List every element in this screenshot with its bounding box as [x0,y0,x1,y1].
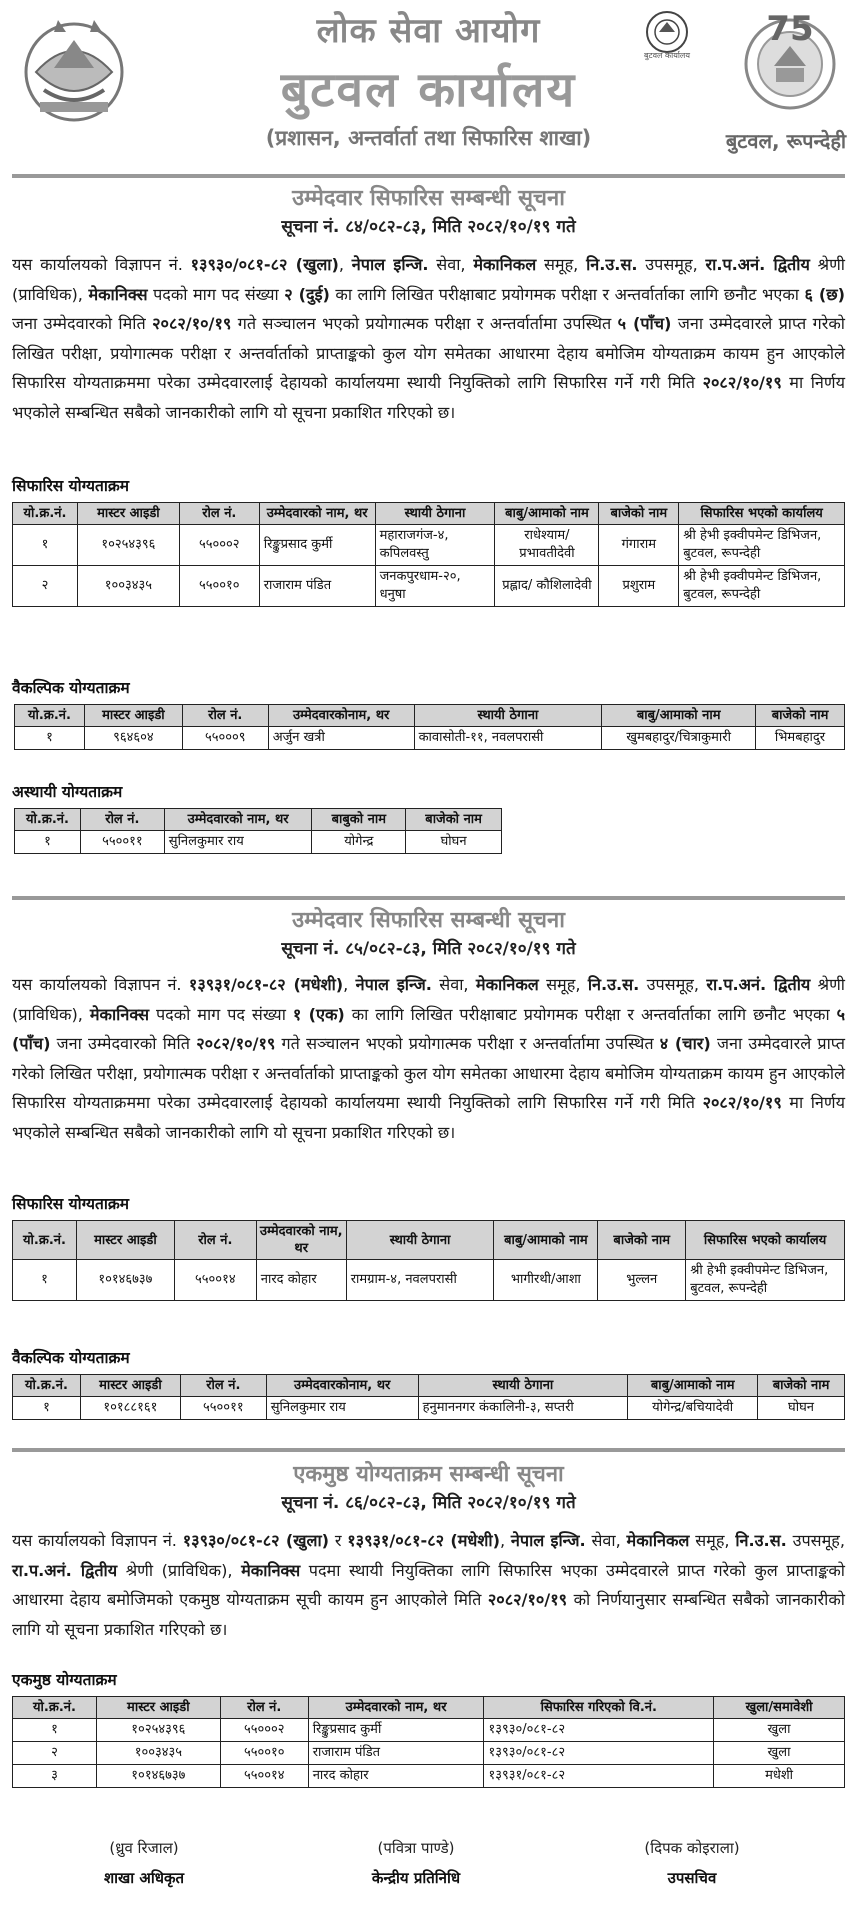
paragraph-text: सेवा, [431,975,476,994]
column-header: मास्टर आइडी [84,705,182,727]
table-header-row [13,1375,845,1397]
section-heading: सिफारिस योग्यताक्रम [12,1195,130,1213]
column-header: उम्मेदवारको नाम, थर [308,1697,484,1719]
paragraph-text: जना उम्मेदवारको मिति [12,314,153,333]
emphasis-text: २ (दुई) [284,284,330,304]
signatory-name: (ध्रुव रिजाल) [109,1839,179,1857]
office-name: बुटवल कार्यालय [280,62,577,118]
column-header: बाजेको नाम [598,1221,686,1260]
seal-caption: बुटवल कार्यालय [643,51,690,60]
paragraph-text: सेवा, [585,1531,627,1550]
alternative-table [12,1374,845,1420]
column-header: यो.क्र.नं. [13,503,78,525]
notice-paragraph [12,1526,845,1644]
table-cell: भुल्लन [598,1260,686,1301]
section-heading: वैकल्पिक योग्यताक्रम [12,1349,130,1367]
table-cell: १०१८८१६१ [80,1397,180,1420]
column-header: मास्टर आइडी [77,503,179,525]
divider [12,1448,845,1452]
table-cell: १३९३१/०८१-८२ [484,1765,714,1788]
table-row [13,1719,845,1742]
signatory [316,1838,516,1888]
paragraph-text: गते सञ्चालन भएको प्रयोगात्मक परीक्षा र अन्तर्वार्तामा उपस्थित [275,1034,660,1053]
table-cell: ५५००११ [80,831,164,854]
anniversary-number: 75 [766,10,814,49]
column-header: यो.क्र.नं. [13,1697,97,1719]
table-cell: १३९३०/०८१-८२ [484,1742,714,1765]
table-cell: १ [13,1719,97,1742]
paragraph-text: यस कार्यालयको विज्ञापन नं. [12,1531,183,1550]
signatory-designation: शाखा अधिकृत [103,1869,185,1887]
paragraph-text: समूह, [536,255,587,274]
column-header: सिफारिस गरिएको वि.नं. [484,1697,714,1719]
paragraph-text: जना उम्मेदवारले प्राप्त गरेको लिखित परीक्षा, प्रयोगात्मक परीक्षा र अन्तर्वार्ताको प्राप्ताङ्कको कुल योग समेतका आधारमा देहाय बमोजिम योग्यताक्रम कायम हुन आएकोले सिफारिस योग्यताक्रममा परेका उम्मेदवारलाई देहायको कार्यालयमा स्थायी नियुक्तिको लागि सिफारिस गर्ने गरी मिति [12,314,845,392]
emphasis-text: २०८२/१०/१९ [196,1034,276,1053]
table-header-row [15,705,845,727]
emphasis-text: १३९३०/०८१-८२ (खुला) [182,1531,330,1550]
table-cell: भागीरथी/आशा [494,1260,598,1301]
column-header: यो.क्र.नं. [13,1221,77,1260]
notice-paragraph [12,250,845,427]
recommendation-table [12,502,845,607]
emphasis-text: मेकानिकल [473,255,537,274]
column-header: रोल नं. [174,1221,256,1260]
emphasis-text: १३९३१/०८१-८२ (मधेशी) [347,1531,500,1550]
emphasis-text: मेकानिक्स [88,284,148,304]
table-cell: १ [15,727,85,750]
emphasis-text: ५ (पाँच) [12,1004,845,1053]
signatory-name: (दिपक कोइराला) [644,1839,740,1857]
table-cell: मधेशी [714,1765,845,1788]
column-header: खुला/समावेशी [714,1697,845,1719]
notice-title: उम्मेदवार सिफारिस सम्बन्धी सूचना [292,908,565,933]
column-header: यो.क्र.नं. [15,705,85,727]
emphasis-text: रा.प.अनं. द्वितीय [706,975,811,994]
emphasis-text: १३९३१/०८१-८२ (मधेशी) [188,975,344,994]
emphasis-text: नि.उ.स. [586,255,638,274]
table-cell: श्री हेभी इक्वीपमेन्ट डिभिजन, बुटवल, रूपन्देही [679,566,845,607]
temporary-table [14,808,502,854]
table-cell: प्रशुराम [599,566,679,607]
emphasis-text: ५ (पाँच) [617,314,672,333]
paragraph-text: यस कार्यालयको विज्ञापन नं. [12,255,191,274]
paragraph-text: , [343,975,356,994]
table-cell: १००३४३५ [96,1742,220,1765]
column-header: स्थायी ठेगाना [414,705,602,727]
table-row [13,525,845,566]
emphasis-text: ६ (छ) [804,284,845,304]
paragraph-text: र [329,1531,348,1550]
signatory [592,1838,792,1888]
table-cell: जनकपुरधाम-२०, धनुषा [375,566,495,607]
divider [12,174,845,178]
signatory [44,1838,244,1888]
emphasis-text: मेकानिक्स [89,1004,150,1024]
emphasis-text: १३९३०/०८१-८२ (खुला) [190,255,339,274]
table-cell: ५५००१० [220,1742,308,1765]
paragraph-text: श्रेणी (प्राविधिक), [12,255,845,304]
table-cell: श्री हेभी इक्वीपमेन्ट डिभिजन, बुटवल, रूपन्देही [679,525,845,566]
paragraph-text: मा निर्णय भएकोले सम्बन्धित सबैको जानकारीको लागि यो सूचना प्रकाशित गरिएको छ। [12,373,845,422]
section-heading: वैकल्पिक योग्यताक्रम [12,679,130,697]
paragraph-text: गते सञ्चालन भएको प्रयोगात्मक परीक्षा र अन्तर्वार्तामा उपस्थित [231,314,618,333]
table-header-row [13,1697,845,1719]
table-cell: भिमबहादुर [756,727,845,750]
emphasis-text: ४ (चार) [659,1034,711,1053]
column-header: उम्मेदवारको नाम, थर [164,809,312,831]
paragraph-text: श्रेणी (प्राविधिक), [117,1560,242,1580]
table-cell: ९६४६०४ [84,727,182,750]
table-cell: ५५००१४ [174,1260,256,1301]
notice-title: उम्मेदवार सिफारिस सम्बन्धी सूचना [292,186,565,211]
table-cell: २ [13,566,78,607]
paragraph-text: समूह, [689,1531,736,1550]
anniversary-logo-icon [738,10,842,122]
table-cell: २ [13,1742,97,1765]
table-row [13,1765,845,1788]
signatory-name: (पवित्रा पाण्डे) [377,1839,455,1857]
emphasis-text: २०८२/१०/१९ [487,1590,568,1609]
paragraph-text: जना उम्मेदवारले प्राप्त गरेको लिखित परीक्षा, प्रयोगात्मक परीक्षा र अन्तर्वार्ताको प्राप्ताङ्कको कुल योग समेतका आधारमा देहाय बमोजिम योग्यताक्रम कायम हुन आएकोले सिफारिस योग्यताक्रममा परेका उम्मेदवारलाई देहायको कार्यालयमा स्थायी नियुक्तिको लागि सिफारिस गर्ने गरी मिति [12,1034,845,1112]
table-cell: १३९३०/०८१-८२ [484,1719,714,1742]
emphasis-text: २०८२/१०/१९ [152,314,232,333]
emphasis-text: नि.उ.स. [735,1531,787,1550]
table-cell: रिङ्कुप्रसाद कुर्मी [259,525,375,566]
table-cell: ५५००१० [179,566,259,607]
emphasis-text: नेपाल इन्जि. [510,1531,586,1550]
section-heading: एकमुष्ठ योग्यताक्रम [12,1671,117,1689]
paragraph-text: उपसमूह, [639,975,707,994]
table-cell: घोघन [758,1397,845,1420]
column-header: सिफारिस भएको कार्यालय [679,503,845,525]
column-header: उम्मेदवारकोनाम, थर [266,1375,418,1397]
table-header-row [15,809,502,831]
notice-title: एकमुष्ठ योग्यताक्रम सम्बन्धी सूचना [293,1462,564,1487]
column-header: मास्टर आइडी [80,1375,180,1397]
recommendation-table [12,1220,845,1301]
branch-name: (प्रशासन, अन्तर्वार्ता तथा सिफारिस शाखा) [265,126,592,150]
emphasis-text: २०८२/१०/१९ [702,373,782,392]
table-cell: राजाराम पंडित [308,1742,484,1765]
column-header: बाबु/आमाको नाम [628,1375,758,1397]
table-cell: सुनिलकुमार राय [266,1397,418,1420]
table-cell: १०१४६७३७ [76,1260,174,1301]
table-cell: सुनिलकुमार राय [164,831,312,854]
column-header: रोल नं. [179,503,259,525]
section-heading: अस्थायी योग्यताक्रम [12,783,123,801]
emphasis-text: मेकानिकल [626,1531,690,1550]
paragraph-text: मा निर्णय भएकोले सम्बन्धित सबैको जानकारीको लागि यो सूचना प्रकाशित गरिएको छ। [12,1093,845,1142]
table-cell: नारद कोहार [256,1260,346,1301]
table-cell: १०२५४३९६ [77,525,179,566]
combined-merit-table [12,1696,845,1788]
column-header: बाजेको नाम [758,1375,845,1397]
divider [12,896,845,900]
table-cell: १ [15,831,81,854]
table-cell: १००३४३५ [77,566,179,607]
table-cell: १०२५४३९६ [96,1719,220,1742]
paragraph-text: श्रेणी (प्राविधिक), [12,975,845,1024]
notice-number: सूचना नं. ८६/०८२-८३, मिति २०८२/१०/१९ गते [281,1493,576,1513]
table-row [15,831,502,854]
paragraph-text: उपसमूह, [637,255,706,274]
table-header-row [13,503,845,525]
table-cell: अर्जुन खत्री [268,727,414,750]
column-header: बाजेको नाम [756,705,845,727]
paragraph-text: उपसमूह, [786,1531,846,1550]
table-row [13,1397,845,1420]
column-header: मास्टर आइडी [96,1697,220,1719]
table-row [13,566,845,607]
column-header: बाबु/आमाको नाम [494,1221,598,1260]
paragraph-text: को निर्णयानुसार सम्बन्धित सबैको जानकारीको लागि यो सूचना प्रकाशित गरिएको छ। [12,1590,845,1639]
notice-number: सूचना नं. ८४/०८२-८३, मिति २०८२/१०/१९ गते [281,217,576,237]
column-header: स्थायी ठेगाना [375,503,495,525]
table-cell: नारद कोहार [308,1765,484,1788]
table-cell: खुला [714,1719,845,1742]
column-header: बाबु/आमाको नाम [495,503,599,525]
table-cell: ५५००१४ [220,1765,308,1788]
emphasis-text: नि.उ.स. [587,975,640,994]
column-header: बाबुको नाम [312,809,406,831]
column-header: उम्मेदवारकोनाम, थर [268,705,414,727]
paragraph-text: पदको माग पद संख्या [149,1004,293,1024]
column-header: उम्मेदवारको नाम, थर [256,1221,346,1260]
column-header: बाजेको नाम [599,503,679,525]
section-heading: सिफारिस योग्यताक्रम [12,477,130,495]
table-cell: ३ [13,1765,97,1788]
column-header: रोल नं. [220,1697,308,1719]
office-location: बुटवल, रूपन्देही [725,129,847,153]
table-cell: ५५०००२ [179,525,259,566]
column-header: स्थायी ठेगाना [346,1221,494,1260]
paragraph-text: का लागि लिखित परीक्षाबाट प्रयोगमक परीक्षा र अन्तर्वार्ताका लागि छनौट भएका [344,1004,837,1024]
table-cell: ५५०००२ [220,1719,308,1742]
column-header: बाबु/आमाको नाम [602,705,756,727]
column-header: रोल नं. [180,1375,266,1397]
signatory-designation: केन्द्रीय प्रतिनिधि [371,1869,461,1887]
table-row [13,1742,845,1765]
paragraph-text: पदको माग पद संख्या [147,284,285,304]
table-cell: राधेश्याम/ प्रभावतीदेवी [495,525,599,566]
table-cell: श्री हेभी इक्वीपमेन्ट डिभिजन, बुटवल, रूपन्देही [686,1260,845,1301]
paragraph-text: , [338,255,352,274]
paragraph-text: जना उम्मेदवारको मिति [50,1034,197,1053]
table-cell: घोघन [406,831,502,854]
paragraph-text: सेवा, [428,255,474,274]
emphasis-text: रा.प.अनं. द्वितीय [12,1560,118,1580]
table-cell: रामग्राम-४, नवलपरासी [346,1260,494,1301]
table-cell: खुला [714,1742,845,1765]
emphasis-text: नेपाल इन्जि. [355,975,432,994]
table-cell: ५५००११ [180,1397,266,1420]
table-cell: कावासोती-११, नवलपरासी [414,727,602,750]
paragraph-text: पदमा स्थायी नियुक्तिका लागि सिफारिस भएका उम्मेदवारले प्राप्त गरेको कुल प्राप्ताङ्कको आधारमा देहाय बमोजिमको एकमुष्ठ योग्यताक्रम सूची कायम हुन आएकोले मिति [12,1560,845,1609]
column-header: बाजेको नाम [406,809,502,831]
emphasis-text: रा.प.अनं. द्वितीय [705,255,810,274]
emphasis-text: नेपाल इन्जि. [351,255,429,274]
signatory-designation: उपसचिव [667,1869,717,1887]
table-cell: १ [13,525,78,566]
paragraph-text: , [499,1531,511,1550]
alternative-table [14,704,845,750]
column-header: उम्मेदवारको नाम, थर [259,503,375,525]
table-cell: योगेन्द्र [312,831,406,854]
table-cell: ५५०००९ [182,727,268,750]
notice-number: सूचना नं. ८५/०८२-८३, मिति २०८२/१०/१९ गते [281,939,576,959]
table-cell: राजाराम पंडित [259,566,375,607]
paragraph-text: यस कार्यालयको विज्ञापन नं. [12,975,189,994]
emphasis-text: १ (एक) [292,1004,345,1024]
paragraph-text: का लागि लिखित परीक्षाबाट प्रयोगमक परीक्षा र अन्तर्वार्ताका लागि छनौट भएका [329,284,805,304]
table-cell: रिङ्कुप्रसाद कुर्मी [308,1719,484,1742]
table-cell: महाराजगंज-४, कपिलवस्तु [375,525,495,566]
commission-name: लोक सेवा आयोग [316,11,541,51]
table-cell: खुमबहादुर/चित्राकुमारी [602,727,756,750]
table-cell: १ [13,1260,77,1301]
column-header: मास्टर आइडी [76,1221,174,1260]
column-header: यो.क्र.नं. [13,1375,81,1397]
table-cell: प्रह्लाद/ कौशिलादेवी [495,566,599,607]
column-header: स्थायी ठेगाना [418,1375,628,1397]
emphasis-text: २०८२/१०/१९ [702,1093,782,1112]
table-cell: १०१४६७३७ [96,1765,220,1788]
notice-paragraph [12,970,845,1147]
emphasis-text: मेकानिक्स [241,1560,301,1580]
emphasis-text: मेकानिकल [475,975,539,994]
column-header: यो.क्र.नं. [15,809,81,831]
column-header: रोल नं. [182,705,268,727]
table-cell: हनुमाननगर कंकालिनी-३, सप्तरी [418,1397,628,1420]
table-header-row [13,1221,845,1260]
table-row [13,1260,845,1301]
paragraph-text: समूह, [538,975,588,994]
table-cell: योगेन्द्र/बचियादेवी [628,1397,758,1420]
column-header: सिफारिस भएको कार्यालय [686,1221,845,1260]
table-cell: १ [13,1397,81,1420]
table-cell: गंगाराम [599,525,679,566]
column-header: रोल नं. [80,809,164,831]
table-row [15,727,845,750]
letterhead [0,0,857,160]
